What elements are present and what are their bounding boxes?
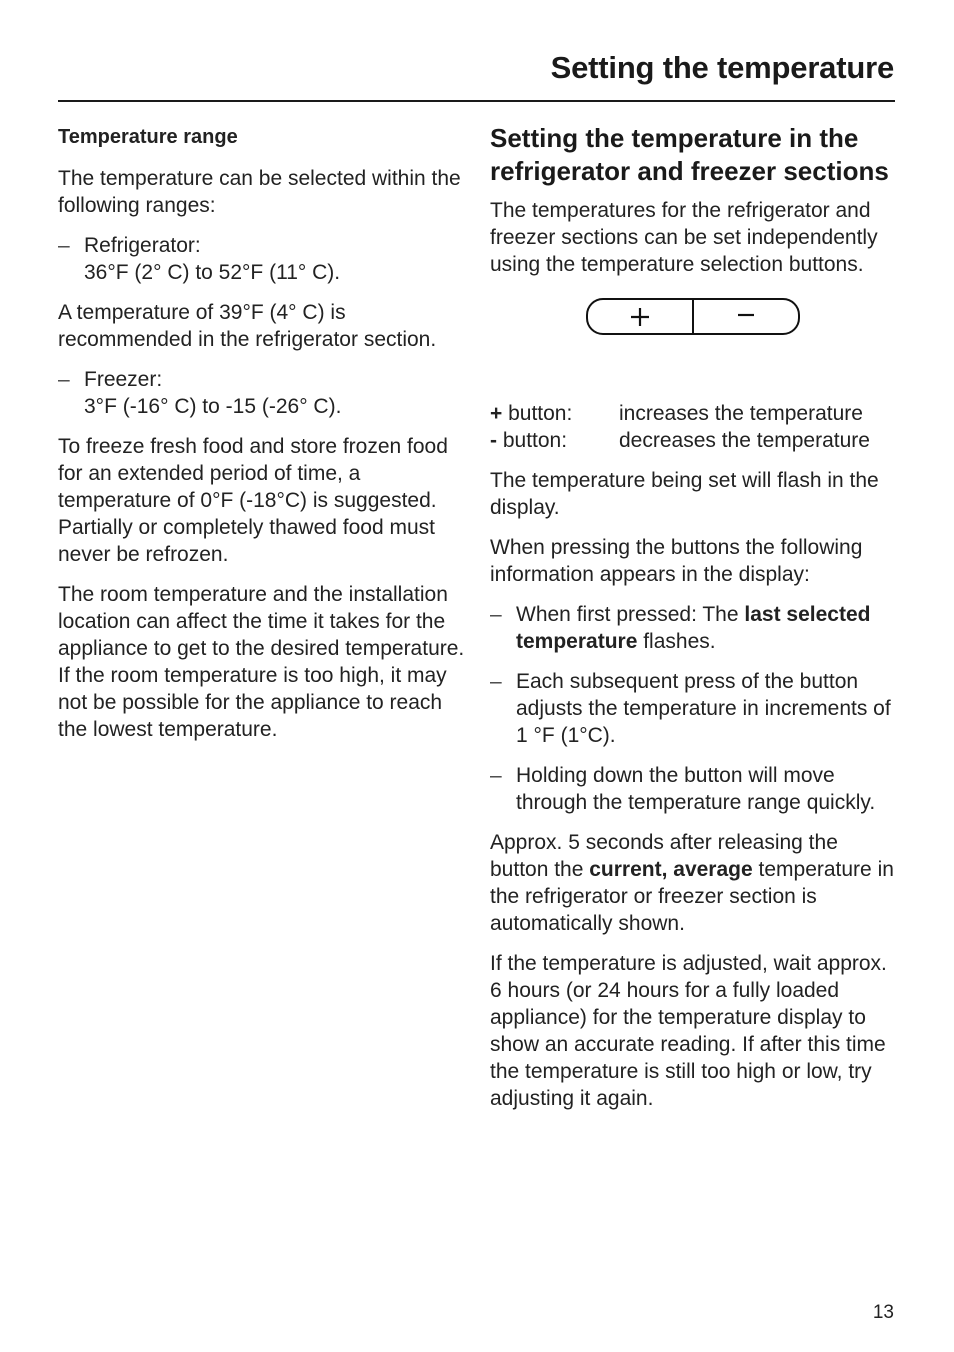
keypad-illustration	[490, 298, 900, 374]
section-title: Setting the temperature in the refrigerator and freezer sections	[490, 123, 889, 186]
minus-button-definition	[490, 427, 900, 454]
page-number: 13	[872, 1302, 894, 1323]
buttons-intro: The temperatures for the refrigerator and freezer sections can be set independently using the temperature selection buttons.	[490, 199, 878, 276]
fridge-recommendation: A temperature of 39°F (4° C) is recommended in the refrigerator section.	[58, 301, 437, 351]
plus-button-definition	[490, 400, 900, 427]
freeze-advice	[58, 433, 468, 568]
dash-bullet: –	[490, 603, 502, 626]
plus-button-description: increases the temperature	[619, 402, 863, 425]
dash-bullet: –	[58, 234, 70, 257]
freeze-advice-2: Partially or completely thawed food must never be refrozen.	[58, 516, 436, 566]
minus-icon	[736, 307, 756, 327]
temperature-range-heading: Temperature range	[58, 126, 238, 148]
freezer-label: Freezer:	[84, 368, 163, 391]
plus-key	[588, 300, 692, 333]
dash-bullet: –	[58, 368, 70, 391]
plus-icon	[630, 307, 650, 327]
minus-symbol: -	[490, 429, 497, 452]
list-item: – Each subsequent press of the button adjusts the temperature in increments of 1 °F (1°C).	[490, 670, 891, 747]
last-selected-emphasis: last selected temperature	[516, 603, 871, 653]
plus-symbol: +	[490, 402, 503, 425]
minus-key	[692, 300, 798, 333]
left-column	[58, 122, 468, 756]
freezer-range: 3°F (-16° C) to -15 (-26° C).	[84, 395, 342, 418]
fridge-range-list	[58, 232, 468, 286]
header-divider	[58, 100, 895, 102]
dash-bullet: –	[490, 670, 502, 693]
page-title: Setting the temperature	[550, 50, 894, 85]
flash-note: The temperature being set will flash in the display.	[490, 469, 879, 519]
after-release-note: Approx. 5 seconds after releasing the button the current, average temperature in the refrigerator or freezer section is automatically shown.	[490, 831, 894, 935]
fridge-label: Refrigerator:	[84, 234, 201, 257]
list-item: – Holding down the button will move through the temperature range quickly.	[490, 764, 876, 814]
adjustment-note: If the temperature is adjusted, wait approx. 6 hours (or 24 hours for a fully loaded appliance) for the temperature display to show an accurate reading. If after this time the temperature is still too high or low, try adjusting it again.	[490, 952, 887, 1110]
list-item: – When first pressed: The last selected temperature flashes.	[490, 603, 871, 653]
minus-button-label: button:	[497, 429, 568, 452]
plus-button-label: button:	[502, 402, 573, 425]
dash-bullet: –	[490, 764, 502, 787]
room-temperature-note: The room temperature and the installation location can affect the time it takes for the appliance to get to the desired temperature. If the room temperature is too high, it may not be possible for the appliance to reach the lowest temperature.	[58, 583, 465, 741]
press-behavior-list	[490, 601, 900, 816]
button-definitions	[490, 400, 900, 454]
temperature-keypad	[586, 298, 800, 335]
current-average-emphasis: current, average	[589, 858, 753, 881]
freeze-advice-1: To freeze fresh food and store frozen food for an extended period of time, a temperature of 0°F (-18°C) is suggested.	[58, 435, 448, 512]
fridge-range: 36°F (2° C) to 52°F (11° C).	[84, 261, 341, 284]
list-item	[58, 366, 468, 420]
freezer-range-list	[58, 366, 468, 420]
list-item	[58, 232, 468, 286]
minus-button-description: decreases the temperature	[619, 429, 870, 452]
range-intro: The temperature can be selected within the following ranges:	[58, 167, 461, 217]
press-intro: When pressing the buttons the following information appears in the display:	[490, 536, 863, 586]
right-column	[490, 122, 900, 1125]
